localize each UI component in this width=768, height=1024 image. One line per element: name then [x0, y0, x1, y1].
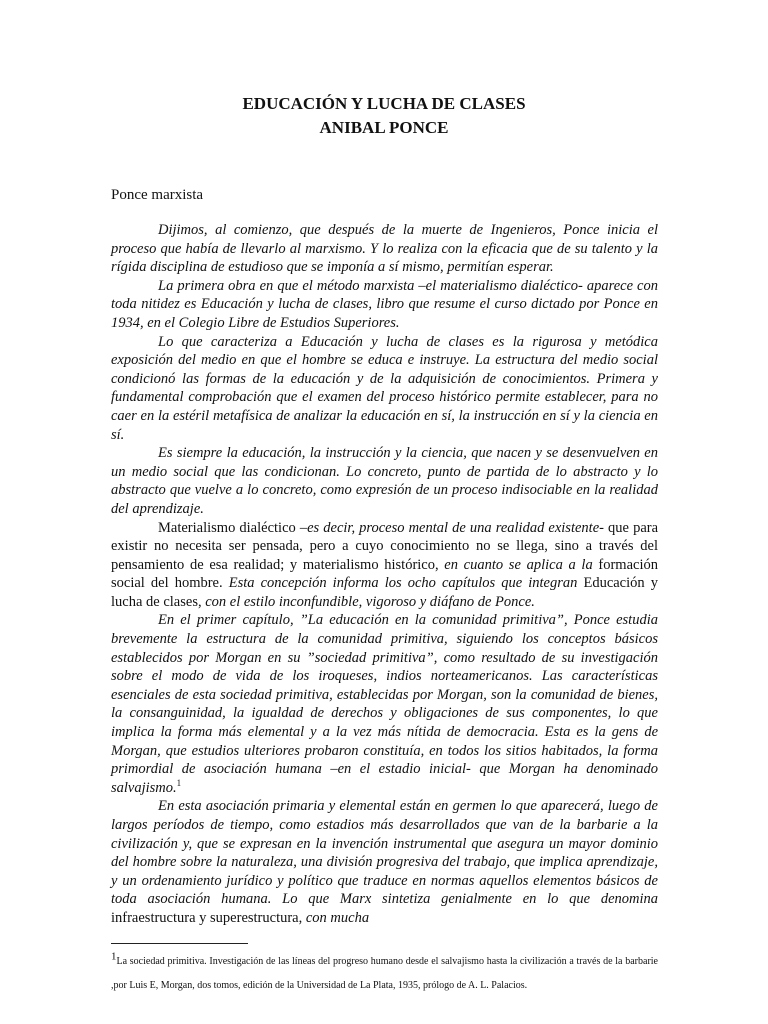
paragraph-6 [111, 611, 658, 797]
p7-text-a: En esta asociación primaria y elemental están en germen lo que aparecerá, luego de largos períodos de tiempo, como estadios más desarrollados que van de la barbarie a la civilización y, que se expresan en la invención instrumental que asegura un mayor dominio del hombre sobre la naturaleza, una división progresiva del trabajo, que implica aprendizaje, y un ordenamiento jurídico y político que traduce en normas aquellos elementos básicos de toda asociación humana. Lo que Marx sintetiza genialmente en lo que denomina [111, 798, 658, 908]
p5-text-e: formación social del hombre. [111, 556, 658, 592]
section-heading: Ponce marxista [111, 187, 204, 203]
p5-text-h: con el estilo inconfundible, vigoroso y diáfano de Ponce. [205, 593, 535, 610]
paragraph-4: Es siempre la educación, la instrucción y la ciencia, que nacen y se desenvuelven en un medio social que las condicionan. Lo concreto, punto de partida de lo abstracto y lo abstracto que vuelve a lo concreto, como expresión de un proceso indisociable en la realidad del aprendizaje. [111, 445, 658, 517]
footnote-reference: 1 [176, 777, 182, 788]
footnote-text: La sociedad primitiva. Investigación de las líneas del progreso humano desde el salvajismo hasta la civilización a través de la barbarie ,por Luis E, Morgan, dos tomos, edición de la Universidad de La Plata, 1935, prólogo de A. L. Palacios. [111, 956, 658, 991]
p5-text-c: que para existir no necesita ser pensada, pero a cuyo conocimiento no se llega, sino a través del pensamiento de esa realidad; y materialismo histórico, [111, 519, 659, 573]
p5-text-d: en cuanto se aplica a la [444, 556, 593, 573]
paragraph-5 [111, 519, 658, 612]
p5-text-a: Materialismo dialéctico [158, 519, 300, 536]
p6-text: En el primer capítulo, ”La educación en la comunidad primitiva”, Ponce estudia brevemente la estructura de la comunidad primitiva, siguiendo los conceptos básicos establecidos por Morgan en su ”sociedad primitiva”, como resultado de su investigación sobre el modo de vida de los iroqueses, indios norteamericanos. Las características esenciales de esta sociedad primitiva, establecidas por Morgan, son la comunidad de bienes, la consanguinidad, la igualdad de derechos y obligaciones de sus componentes, lo que implica la forma más elemental y a la vez más nítida de democracia. Esta es la gens de Morgan, que estudios ulteriores probaron constituía, en todos los sitios habitados, la forma primordial de asociación humana –en el estadio inicial- que Morgan ha denominado salvajismo. [111, 612, 658, 796]
footnote-mark: 1 [111, 950, 117, 963]
footnote [111, 950, 658, 998]
p5-text-g: Educación y lucha de clases, [111, 575, 658, 610]
footnote-divider [111, 943, 248, 944]
document-title [0, 92, 768, 140]
title-line-1: EDUCACIÓN Y LUCHA DE CLASES [242, 94, 526, 113]
paragraph-7 [111, 797, 658, 927]
title-author: ANIBAL PONCE [319, 118, 449, 137]
p5-text-f: Esta concepción informa los ocho capítulos que integran [228, 575, 578, 592]
p7-text-c: con mucha [305, 909, 370, 926]
paragraph-1: Dijimos, al comienzo, que después de la muerte de Ingenieros, Ponce inicia el proceso que había de llevarlo al marxismo. Y lo realiza con la eficacia que de su talento y la rígida disciplina de estudioso que se imponía a sí mismo, permitían esperar. [111, 222, 658, 276]
paragraph-2: La primera obra en que el método marxista –el materialismo dialéctico- aparece con toda nitidez es Educación y lucha de clases, libro que resume el curso dictado por Ponce en 1934, en el Colegio Libre de Estudios Superiores. [111, 277, 658, 331]
p7-text-b: infraestructura y superestructura, [111, 909, 306, 926]
body-text [111, 221, 658, 928]
p5-text-b: –es decir, proceso mental de una realidad existente- [299, 519, 604, 536]
paragraph-3: Lo que caracteriza a Educación y lucha de clases es la rigurosa y metódica exposición del medio en que el hombre se educa e instruye. La estructura del medio social condicionó las formas de la educación y de la adquisición de conocimientos. Primera y fundamental comprobación que el examen del proceso histórico permite establecer, para no caer en la estéril metafísica de analizar la educación en sí, la instrucción en sí y la ciencia en sí. [111, 333, 658, 443]
